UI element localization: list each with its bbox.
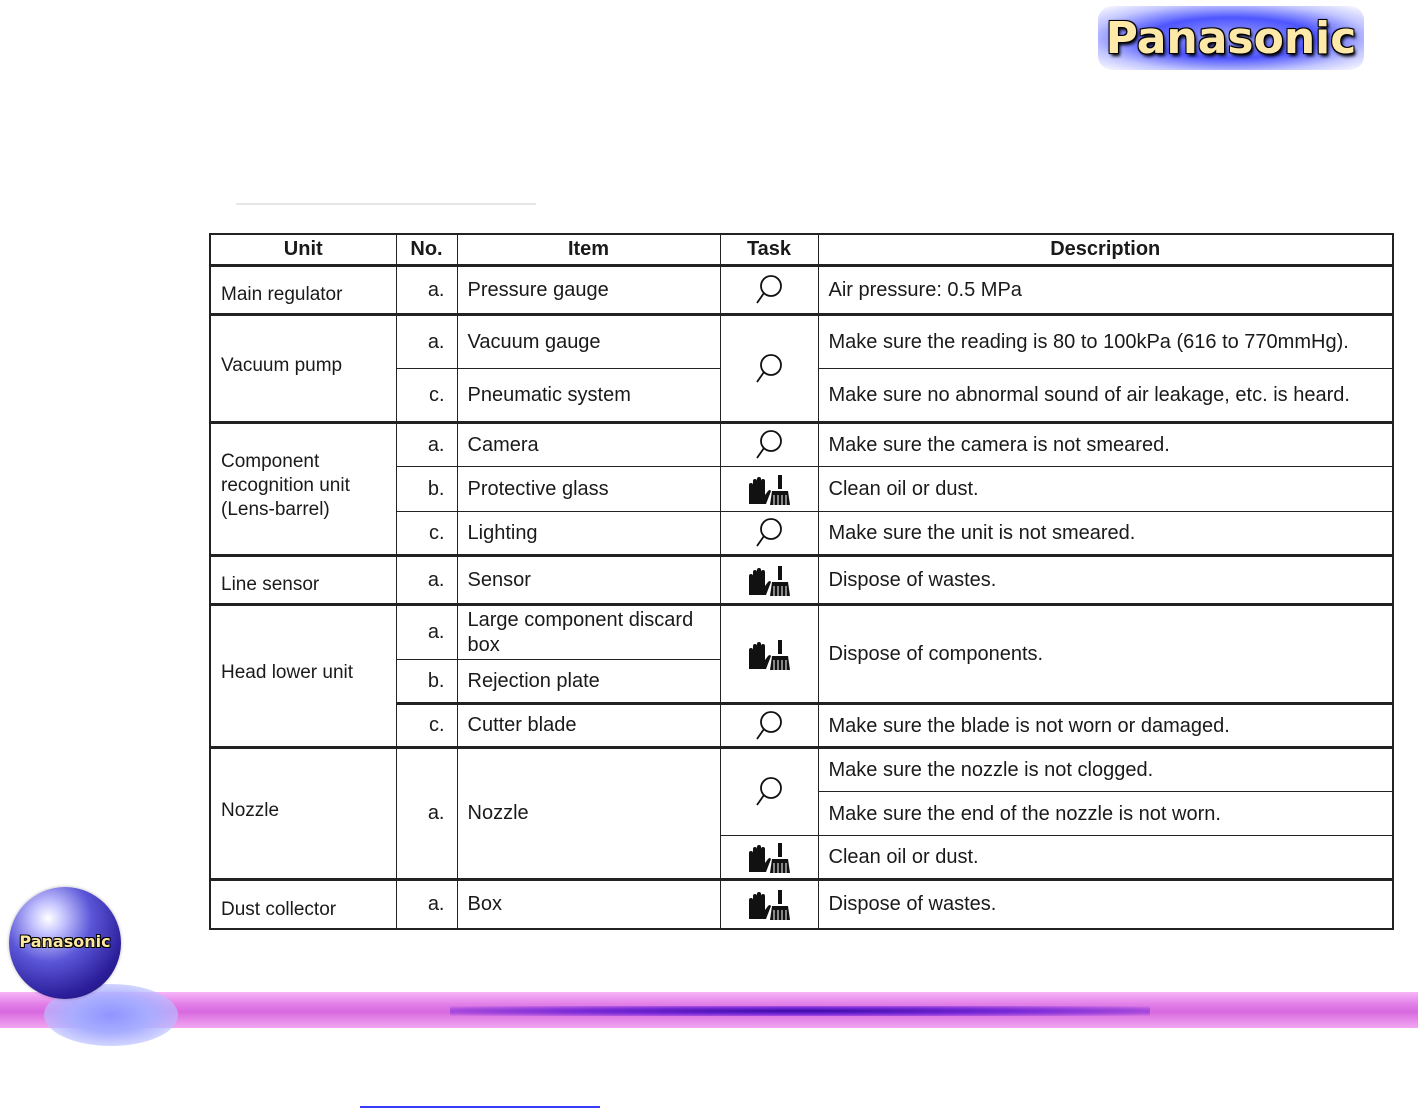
item-cell: Nozzle (457, 748, 720, 880)
description-cell: Clean oil or dust. (818, 836, 1393, 880)
table-row (210, 423, 1393, 467)
description-cell: Make sure the camera is not smeared. (818, 423, 1393, 467)
no-cell: a. (396, 423, 457, 467)
no-cell: c. (396, 512, 457, 556)
unit-cell: Vacuum pump (210, 315, 396, 423)
task-cell (720, 836, 818, 880)
unit-cell: Dust collector (210, 880, 396, 929)
description-cell: Make sure the end of the nozzle is not worn. (818, 792, 1393, 836)
panasonic-logo (1098, 6, 1364, 70)
task-cell (720, 266, 818, 315)
no-cell: a. (396, 605, 457, 660)
footer-band-glow (450, 1006, 1150, 1016)
task-cell (720, 467, 818, 512)
description-cell: Dispose of wastes. (818, 556, 1393, 605)
header-item: Item (457, 234, 720, 266)
glove-brush-icon (746, 471, 792, 507)
header-no: No. (396, 234, 457, 266)
no-cell: a. (396, 748, 457, 880)
item-cell: Camera (457, 423, 720, 467)
description-cell: Dispose of components. (818, 605, 1393, 704)
magnifier-icon (752, 516, 786, 550)
item-cell: Sensor (457, 556, 720, 605)
table-row (210, 266, 1393, 315)
task-cell (720, 556, 818, 605)
no-cell: a. (396, 556, 457, 605)
footer-band (0, 992, 1418, 1028)
no-cell: c. (396, 704, 457, 748)
item-cell: Pressure gauge (457, 266, 720, 315)
magnifier-icon (752, 709, 786, 743)
glove-brush-icon (746, 562, 792, 598)
unit-cell: Component recognition unit (Lens-barrel) (210, 423, 396, 556)
magnifier-icon (752, 775, 786, 809)
magnifier-icon (752, 428, 786, 462)
glove-brush-icon (746, 636, 792, 672)
description-cell: Air pressure: 0.5 MPa (818, 266, 1393, 315)
magnifier-icon (752, 352, 786, 386)
description-cell: Dispose of wastes. (818, 880, 1393, 929)
glove-brush-icon (746, 839, 792, 875)
no-cell: c. (396, 369, 457, 423)
table-header-row (210, 234, 1393, 266)
unit-cell: Head lower unit (210, 605, 396, 748)
task-cell (720, 704, 818, 748)
description-cell: Clean oil or dust. (818, 467, 1393, 512)
unit-cell: Line sensor (210, 556, 396, 605)
header-task: Task (720, 234, 818, 266)
glove-brush-icon (746, 886, 792, 922)
description-cell: Make sure the blade is not worn or damaged. (818, 704, 1393, 748)
table-row (210, 748, 1393, 792)
table-row (210, 880, 1393, 929)
description-cell: Make sure the unit is not smeared. (818, 512, 1393, 556)
unit-cell: Nozzle (210, 748, 396, 880)
description-cell: Make sure the reading is 80 to 100kPa (616 to 770mmHg). (818, 315, 1393, 369)
unit-cell: Main regulator (210, 266, 396, 315)
task-cell (720, 880, 818, 929)
item-cell: Large component discard box (457, 605, 720, 660)
item-cell: Pneumatic system (457, 369, 720, 423)
logo-text: Panasonic (1105, 12, 1357, 64)
globe-logo-text: Panasonic (19, 932, 111, 951)
item-cell: Rejection plate (457, 660, 720, 704)
item-cell: Vacuum gauge (457, 315, 720, 369)
header-unit: Unit (210, 234, 396, 266)
table-row (210, 315, 1393, 369)
description-cell: Make sure the nozzle is not clogged. (818, 748, 1393, 792)
no-cell: a. (396, 266, 457, 315)
no-cell: b. (396, 660, 457, 704)
task-cell (720, 748, 818, 836)
header-description: Description (818, 234, 1393, 266)
item-cell: Box (457, 880, 720, 929)
task-cell (720, 512, 818, 556)
description-cell: Make sure no abnormal sound of air leakage, etc. is heard. (818, 369, 1393, 423)
item-cell: Lighting (457, 512, 720, 556)
footer-link-underline (360, 1106, 600, 1108)
task-cell (720, 423, 818, 467)
maintenance-table (209, 233, 1394, 930)
no-cell: a. (396, 315, 457, 369)
table-row (210, 556, 1393, 605)
faint-rule (236, 203, 536, 205)
no-cell: a. (396, 880, 457, 929)
magnifier-icon (752, 273, 786, 307)
task-cell (720, 605, 818, 704)
globe-logo (9, 887, 121, 999)
task-cell (720, 315, 818, 423)
item-cell: Cutter blade (457, 704, 720, 748)
table-row (210, 605, 1393, 660)
no-cell: b. (396, 467, 457, 512)
item-cell: Protective glass (457, 467, 720, 512)
